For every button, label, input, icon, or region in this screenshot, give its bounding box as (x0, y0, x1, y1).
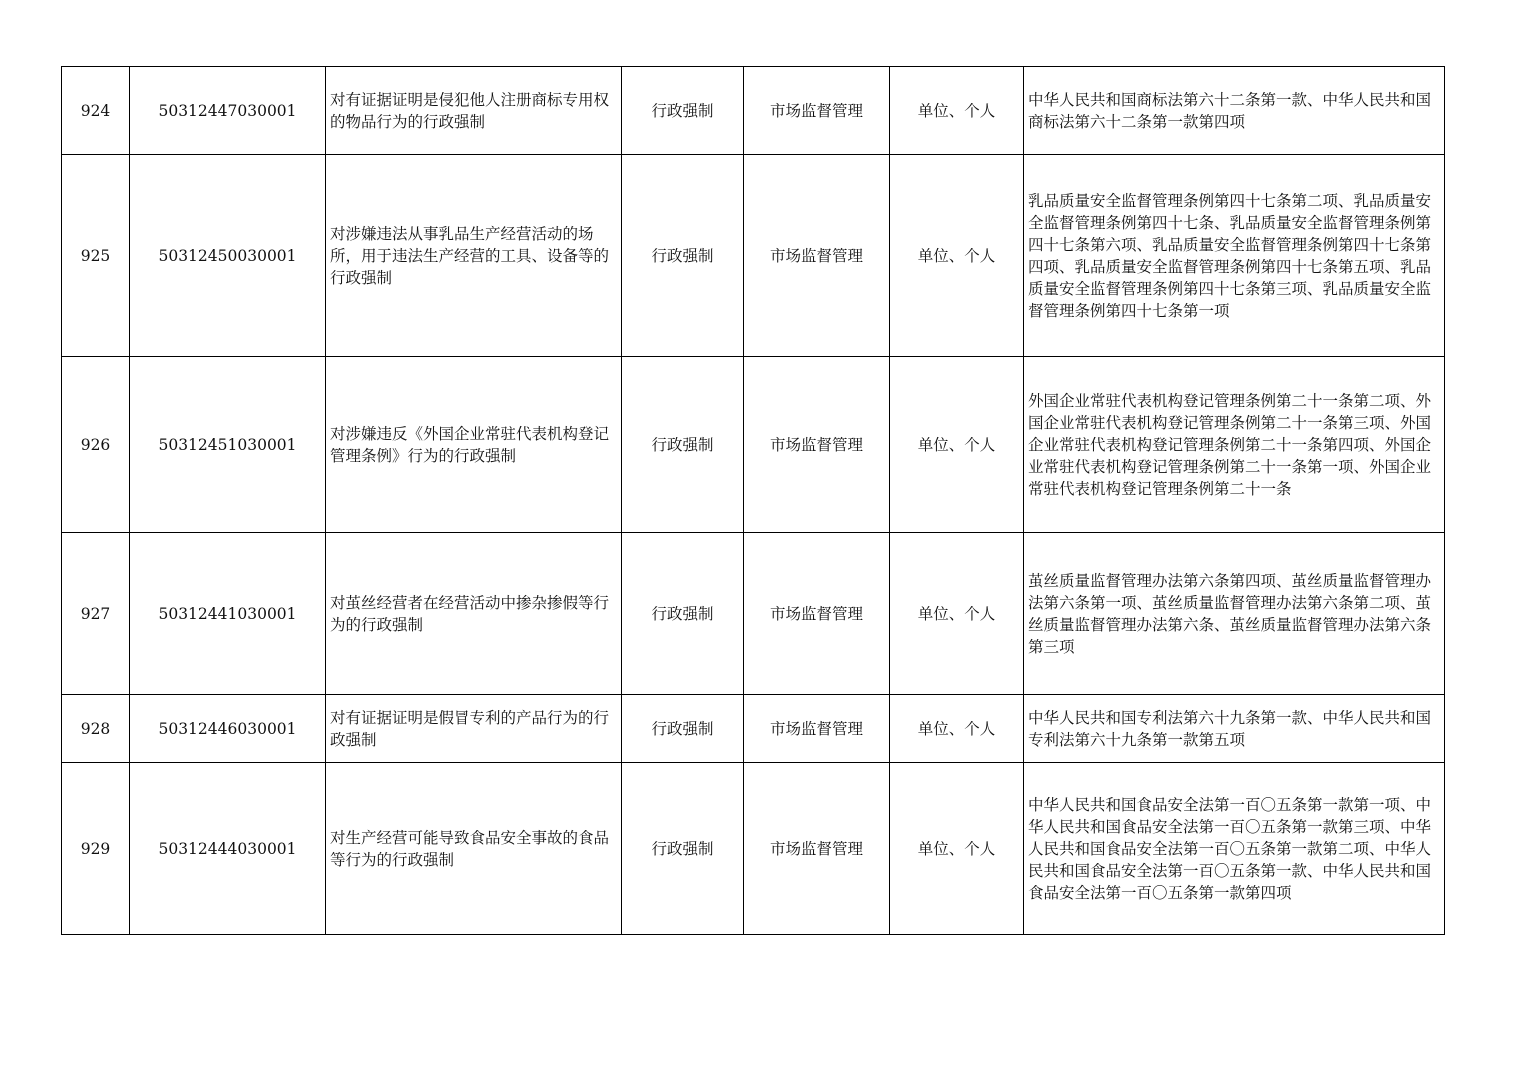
item-category: 市场监督管理 (744, 357, 890, 533)
item-type: 行政强制 (622, 357, 744, 533)
item-type: 行政强制 (622, 155, 744, 357)
item-category: 市场监督管理 (744, 155, 890, 357)
item-subject: 单位、个人 (890, 155, 1024, 357)
item-subject: 单位、个人 (890, 695, 1024, 763)
row-number: 928 (62, 695, 130, 763)
item-name: 对涉嫌违反《外国企业常驻代表机构登记管理条例》行为的行政强制 (326, 357, 622, 533)
item-category: 市场监督管理 (744, 533, 890, 695)
item-subject: 单位、个人 (890, 357, 1024, 533)
item-name: 对有证据证明是假冒专利的产品行为的行政强制 (326, 695, 622, 763)
item-code: 50312444030001 (130, 763, 326, 935)
item-code: 50312446030001 (130, 695, 326, 763)
table-row (62, 67, 1445, 155)
item-category: 市场监督管理 (744, 695, 890, 763)
item-code: 50312441030001 (130, 533, 326, 695)
legal-basis: 中华人民共和国食品安全法第一百〇五条第一款第一项、中华人民共和国食品安全法第一百〇五条第一款第三项、中华人民共和国食品安全法第一百〇五条第一款第二项、中华人民共和国食品安全法第一百〇五条第一款、中华人民共和国食品安全法第一百〇五条第一款第四项 (1024, 763, 1445, 935)
table-row (62, 533, 1445, 695)
item-name: 对生产经营可能导致食品安全事故的食品等行为的行政强制 (326, 763, 622, 935)
legal-basis: 乳品质量安全监督管理条例第四十七条第二项、乳品质量安全监督管理条例第四十七条、乳品质量安全监督管理条例第四十七条第六项、乳品质量安全监督管理条例第四十七条第四项、乳品质量安全监督管理条例第四十七条第五项、乳品质量安全监督管理条例第四十七条第三项、乳品质量安全监督管理条例第四十七条第一项 (1024, 155, 1445, 357)
item-subject: 单位、个人 (890, 533, 1024, 695)
row-number: 927 (62, 533, 130, 695)
item-code: 50312450030001 (130, 155, 326, 357)
legal-basis: 外国企业常驻代表机构登记管理条例第二十一条第二项、外国企业常驻代表机构登记管理条例第二十一条第三项、外国企业常驻代表机构登记管理条例第二十一条第四项、外国企业常驻代表机构登记管理条例第二十一条第一项、外国企业常驻代表机构登记管理条例第二十一条 (1024, 357, 1445, 533)
row-number: 924 (62, 67, 130, 155)
item-subject: 单位、个人 (890, 67, 1024, 155)
item-code: 50312447030001 (130, 67, 326, 155)
item-name: 对茧丝经营者在经营活动中掺杂掺假等行为的行政强制 (326, 533, 622, 695)
item-category: 市场监督管理 (744, 763, 890, 935)
table-row (62, 695, 1445, 763)
item-type: 行政强制 (622, 695, 744, 763)
table-row (62, 763, 1445, 935)
item-type: 行政强制 (622, 67, 744, 155)
row-number: 926 (62, 357, 130, 533)
legal-basis: 茧丝质量监督管理办法第六条第四项、茧丝质量监督管理办法第六条第一项、茧丝质量监督管理办法第六条第二项、茧丝质量监督管理办法第六条、茧丝质量监督管理办法第六条第三项 (1024, 533, 1445, 695)
item-code: 50312451030001 (130, 357, 326, 533)
row-number: 929 (62, 763, 130, 935)
enforcement-table (61, 66, 1445, 935)
row-number: 925 (62, 155, 130, 357)
item-name: 对涉嫌违法从事乳品生产经营活动的场所，用于违法生产经营的工具、设备等的行政强制 (326, 155, 622, 357)
item-subject: 单位、个人 (890, 763, 1024, 935)
table-row (62, 155, 1445, 357)
item-type: 行政强制 (622, 533, 744, 695)
item-type: 行政强制 (622, 763, 744, 935)
item-name: 对有证据证明是侵犯他人注册商标专用权的物品行为的行政强制 (326, 67, 622, 155)
table-row (62, 357, 1445, 533)
legal-basis: 中华人民共和国商标法第六十二条第一款、中华人民共和国商标法第六十二条第一款第四项 (1024, 67, 1445, 155)
legal-basis: 中华人民共和国专利法第六十九条第一款、中华人民共和国专利法第六十九条第一款第五项 (1024, 695, 1445, 763)
item-category: 市场监督管理 (744, 67, 890, 155)
